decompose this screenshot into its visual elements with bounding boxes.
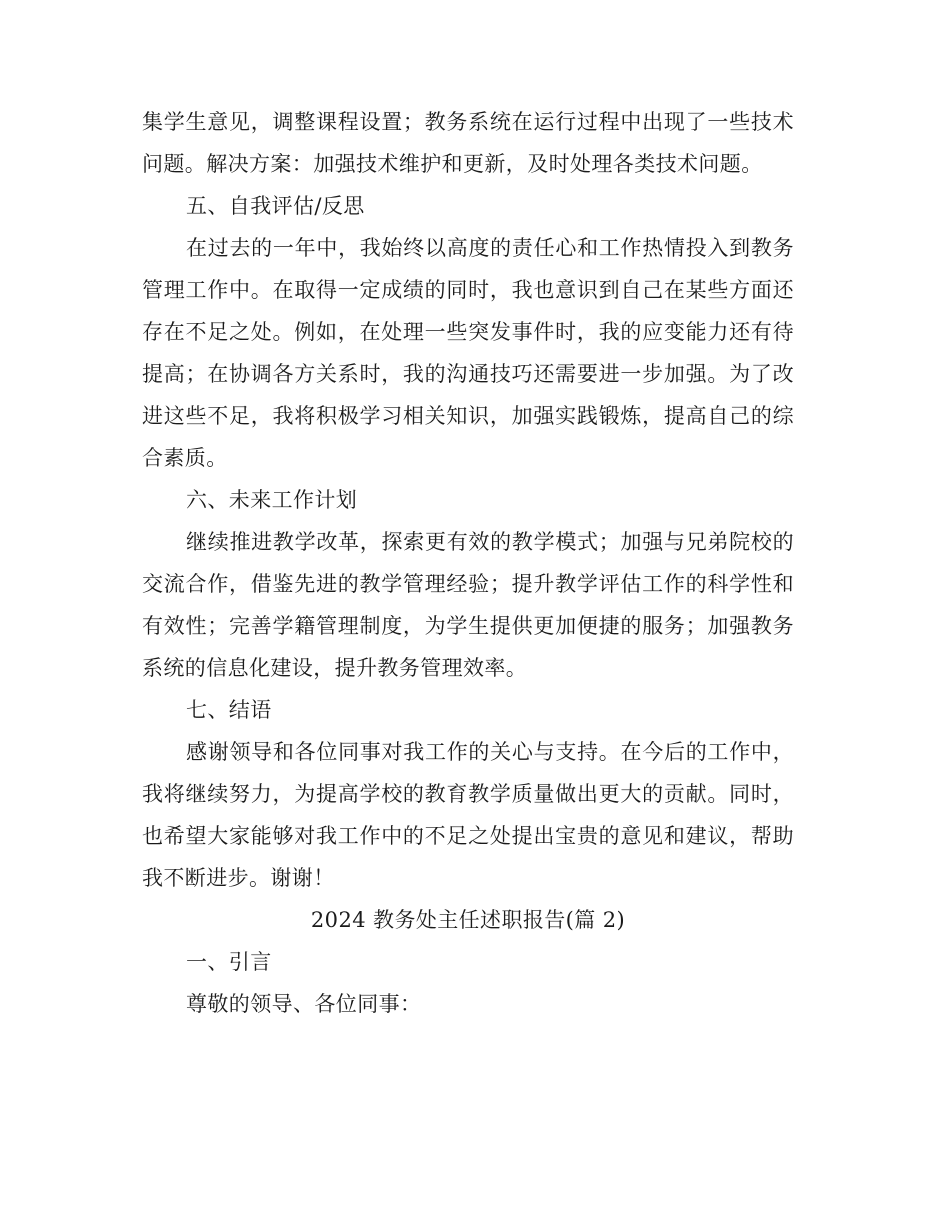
section-heading-conclusion: 七、结语 <box>186 698 272 722</box>
paragraph-line: 系统的信息化建设，提升教务管理效率。 <box>142 656 528 680</box>
paragraph-line: 存在不足之处。例如，在处理一些突发事件时，我的应变能力还有待 <box>142 320 794 344</box>
section-heading-future-plan: 六、未来工作计划 <box>186 488 358 512</box>
document-title: 2024 教务处主任述职报告(篇 2) <box>310 908 626 932</box>
paragraph-line: 合素质。 <box>142 446 228 470</box>
paragraph-line: 继续推进教学改革，探索更有效的教学模式；加强与兄弟院校的 <box>186 530 794 554</box>
paragraph-line: 也希望大家能够对我工作中的不足之处提出宝贵的意见和建议，帮助 <box>142 824 794 848</box>
paragraph-line: 提高；在协调各方关系时，我的沟通技巧还需要进一步加强。为了改 <box>142 362 794 386</box>
paragraph-line: 我不断进步。谢谢！ <box>142 866 335 890</box>
paragraph-line: 进这些不足，我将积极学习相关知识，加强实践锻炼，提高自己的综 <box>142 404 794 428</box>
paragraph-line: 感谢领导和各位同事对我工作的关心与支持。在今后的工作中， <box>186 740 794 764</box>
paragraph-line: 问题。解决方案：加强技术维护和更新，及时处理各类技术问题。 <box>142 152 763 176</box>
paragraph-line: 我将继续努力，为提高学校的教育教学质量做出更大的贡献。同时， <box>142 782 794 806</box>
paragraph-line: 交流合作，借鉴先进的教学管理经验；提升教学评估工作的科学性和 <box>142 572 794 596</box>
document-body <box>142 101 794 1025</box>
paragraph-line: 管理工作中。在取得一定成绩的同时，我也意识到自己在某些方面还 <box>142 278 794 302</box>
paragraph-line: 有效性；完善学籍管理制度，为学生提供更加便捷的服务；加强教务 <box>142 614 794 638</box>
salutation: 尊敬的领导、各位同事： <box>186 992 422 1016</box>
paragraph-line: 在过去的一年中，我始终以高度的责任心和工作热情投入到教务 <box>186 236 794 260</box>
section-heading-introduction: 一、引言 <box>186 950 272 974</box>
section-heading-self-assessment: 五、自我评估/反思 <box>186 194 365 218</box>
paragraph-line: 集学生意见，调整课程设置；教务系统在运行过程中出现了一些技术 <box>142 110 794 134</box>
